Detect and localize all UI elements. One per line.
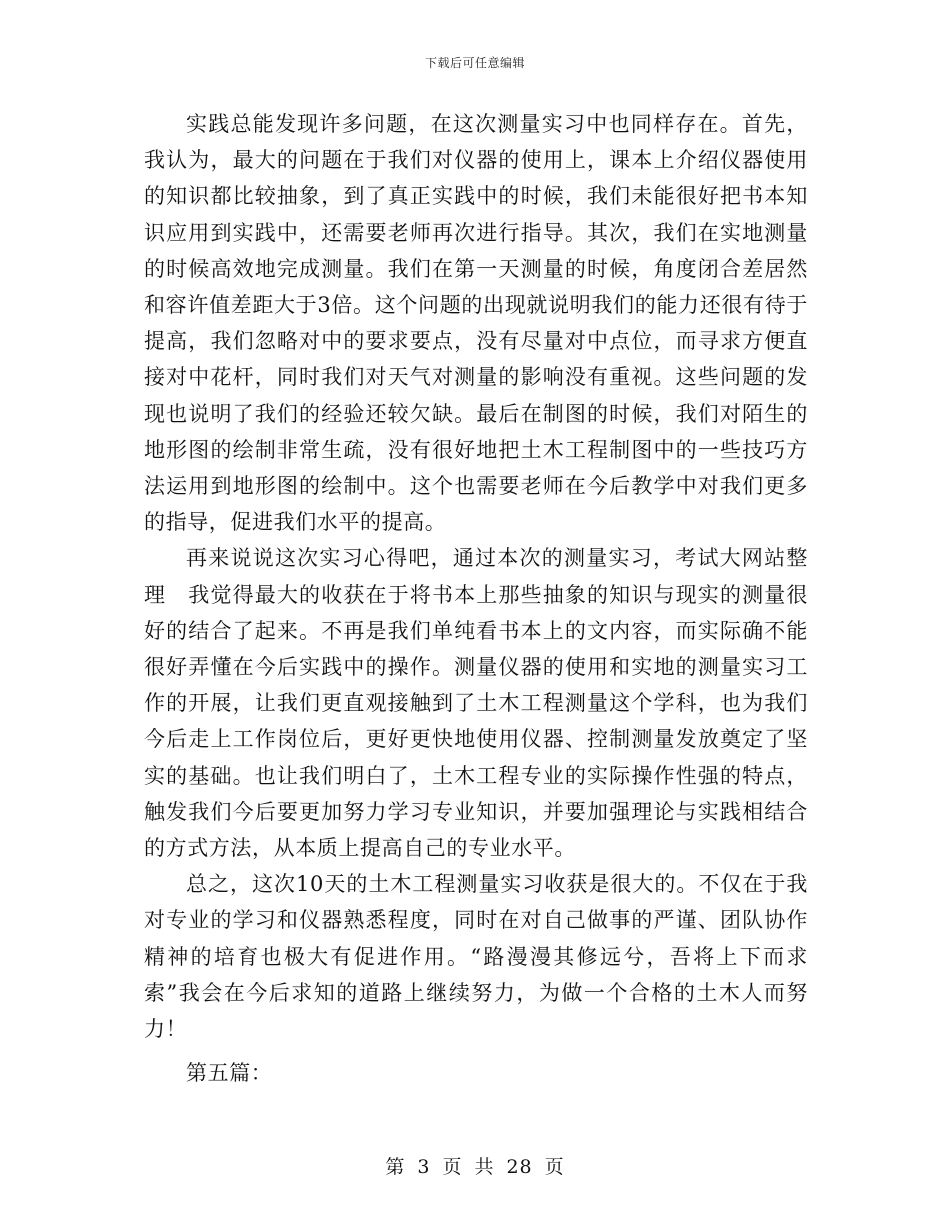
paragraph-problems: 实践总能发现许多问题，在这次测量实习中也同样存在。首先，我认为，最大的问题在于我们对仪器的使用上，课本上介绍仪器使用的知识都比较抽象，到了真正实践中的时候，我们未能很好把书本知识应用到实践中，还需要老师再次进行指导。其次，我们在实地测量的时候高效地完成测量。我们在第一天测量的时候，角度闭合差居然和容许值差距大于3倍。这个问题的出现就说明我们的能力还很有待于提高，我们忽略对中的要求要点，没有尽量对中点位，而寻求方便直接对中花杆，同时我们对天气对测量的影响没有重视。这些问题的发现也说明了我们的经验还较欠缺。最后在制图的时候，我们对陌生的地形图的绘制非常生疏，没有很好地把土木工程制图中的一些技巧方法运用到地形图的绘制中。这个也需要老师在今后教学中对我们更多的指导，促进我们水平的提高。 xyxy=(144,112,808,535)
footer-total-word: 共 xyxy=(474,1156,495,1178)
footer-prefix: 第 xyxy=(385,1156,406,1178)
paragraph-conclusion: 总之，这次10天的土木工程测量实习收获是很大的。不仅在于我对专业的学习和仪器熟悉程度，同时在对自己做事的严谨、团队协作精神的培育也极大有促进作用。“路漫漫其修远兮，吾将上下而求索”我会在今后求知的道路上继续努力，为做一个合格的土木人而努力！ xyxy=(144,872,808,1042)
page-footer xyxy=(0,1152,950,1179)
footer-current-page: 3 xyxy=(417,1156,431,1178)
document-body xyxy=(144,106,808,1091)
footer-suffix: 页 xyxy=(544,1156,565,1178)
footer-total-pages: 28 xyxy=(506,1156,533,1178)
page-header-note: 下载后可任意编辑 xyxy=(424,56,525,70)
paragraph-experience: 再来说说这次实习心得吧，通过本次的测量实习，考试大网站整理 我觉得最大的收获在于将书本上那些抽象的知识与现实的测量很好的结合了起来。不再是我们单纯看书本上的文内容，而实际确不能很好弄懂在今后实践中的操作。测量仪器的使用和实地的测量实习工作的开展，让我们更直观接触到了土木工程测量这个学科，也为我们今后走上工作岗位后，更好更快地使用仪器、控制测量发放奠定了坚实的基础。也让我们明白了，土木工程专业的实际操作性强的特点，触发我们今后要更加努力学习专业知识，并要加强理论与实践相结合的方式方法，从本质上提高自己的专业水平。 xyxy=(144,546,808,861)
section-heading: 第五篇： xyxy=(186,1061,273,1086)
footer-page-word: 页 xyxy=(442,1156,463,1178)
